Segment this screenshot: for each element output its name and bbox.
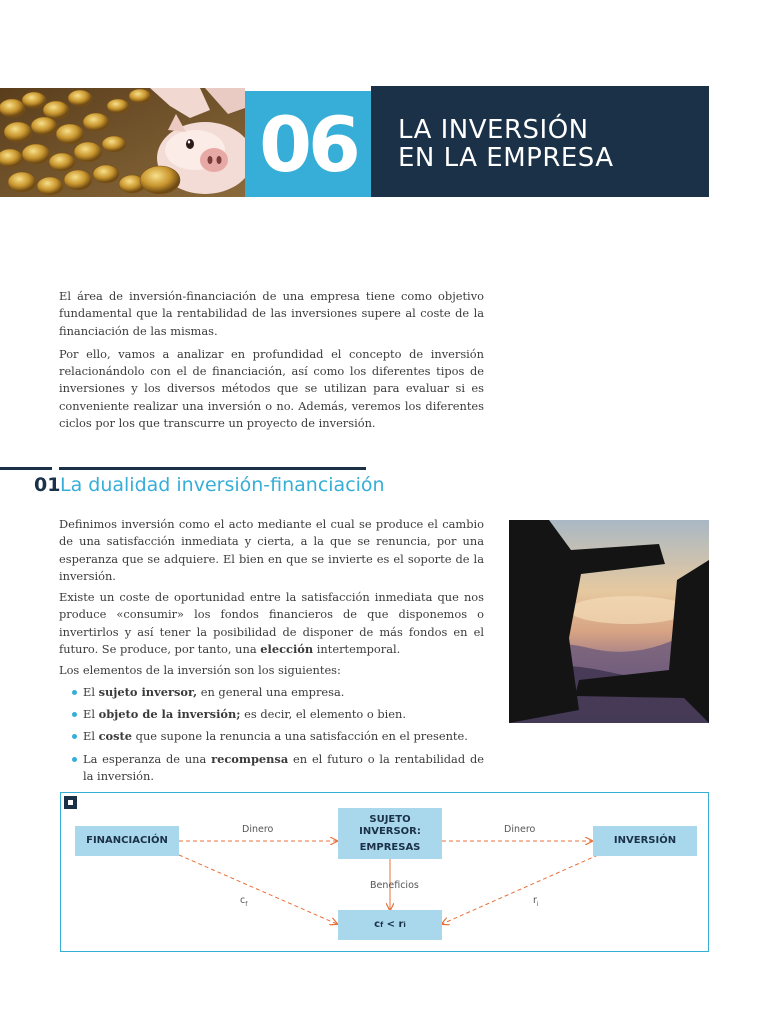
side-photo-hands-frame (509, 520, 709, 723)
compare-sub-f: f (380, 921, 384, 929)
text-run: en general una empresa. (197, 684, 345, 699)
bold-term: objeto de la inversión; (98, 706, 241, 721)
list-item (59, 706, 484, 723)
section-paragraph-3: Los elementos de la inversión son los siguientes: (59, 663, 341, 678)
box-sujeto-line-2: INVERSOR: (359, 825, 421, 837)
bold-term: recompensa (211, 751, 289, 766)
section-title: La dualidad inversión-financiación (60, 474, 385, 496)
chapter-title-line-1: LA INVERSIÓN (398, 115, 589, 145)
coins-piggy-illustration (0, 88, 245, 197)
box-sujeto-line-1: SUJETO (369, 813, 411, 825)
text-run: que supone la renuncia a una satisfacción en el presente. (132, 729, 468, 744)
bold-term: elección (260, 642, 314, 657)
elements-list (59, 684, 484, 785)
investment-diagram (60, 792, 709, 952)
section-paragraph-2 (59, 589, 484, 658)
text-run: El (83, 729, 99, 744)
hands-frame-illustration (509, 520, 709, 723)
label-ri-sub: i (536, 900, 539, 908)
label-dinero-left: Dinero (242, 824, 274, 835)
bullet-dot-icon (72, 757, 77, 762)
box-sujeto-inversor (338, 808, 442, 859)
section-paragraph-1: Definimos inversión como el acto mediante el cual se produce el cambio de una satisfacción inmediata y cierta, a la que se renuncia, por una esperanza que se adquiere. El bien en que se invierte es el soporte de la inversión. (59, 517, 484, 583)
hero-photo-coins-piggy-bank (0, 88, 245, 197)
compare-lt: < (383, 919, 399, 930)
arrow-financiacion-to-compare (179, 855, 337, 924)
chapter-title-line-2: EN LA EMPRESA (398, 143, 614, 173)
section-number: 01 (34, 474, 61, 496)
arrow-inversion-to-compare (442, 855, 598, 924)
label-cf-sub: f (245, 900, 248, 908)
label-ri (533, 895, 539, 908)
section-body (59, 516, 484, 790)
bold-term: coste (98, 729, 133, 744)
label-ri-main: r (533, 895, 537, 906)
compare-c: c (374, 919, 381, 930)
list-item (59, 751, 484, 786)
label-cf (240, 895, 247, 908)
section-rule-left (0, 467, 52, 470)
intro-text (59, 288, 484, 438)
text-run: El (83, 706, 99, 721)
text-run: en el futuro o la rentabilidad de la inversión. (83, 751, 484, 783)
box-inversion: INVERSIÓN (593, 826, 697, 856)
intro-paragraph-1: El área de inversión-financiación de una empresa tiene como objetivo fundamental que la rentabilidad de las inversiones supere al coste de la financiación de las mismas. (59, 289, 484, 338)
bold-term: sujeto inversor, (98, 684, 198, 699)
text-run: Existe un coste de oportunidad entre la satisfacción inmediata que nos produce «consumir» los fondos financieros de que disponemos o invertirlos y así tener la posibilidad de disponer de más fondos en el futuro. Se produce, por tanto, una (59, 590, 484, 657)
bullet-dot-icon (72, 690, 77, 695)
compare-sub-i: i (403, 921, 406, 929)
box-financiacion: FINANCIACIÓN (75, 826, 179, 856)
label-beneficios: Beneficios (370, 880, 419, 891)
section-rule (59, 467, 366, 470)
text-run: es decir, el elemento o bien. (240, 706, 406, 721)
chapter-number: 06 (245, 91, 371, 197)
chapter-title-band (371, 86, 709, 197)
label-dinero-right: Dinero (504, 824, 536, 835)
bullet-dot-icon (72, 712, 77, 717)
box-sujeto-line-3: EMPRESAS (359, 841, 421, 853)
text-run: intertemporal. (313, 642, 401, 657)
bullet-dot-icon (72, 734, 77, 739)
label-cf-main: c (240, 895, 246, 906)
compare-r: r (398, 919, 404, 930)
text-run: El (83, 684, 99, 699)
text-run: La esperanza de una (83, 751, 212, 766)
list-item (59, 684, 484, 701)
intro-paragraph-2: Por ello, vamos a analizar en profundidad el concepto de inversión relacionándolo con el de financiación, así como los diferentes tipos de inversiones y los diversos métodos que se utilizan para evaluar si es conveniente realizar una inversión o no. Además, veremos los diferentes ciclos por los que transcurre un proyecto de inversión. (59, 346, 484, 431)
list-item (59, 728, 484, 745)
box-compare-cf-ri (338, 910, 442, 940)
